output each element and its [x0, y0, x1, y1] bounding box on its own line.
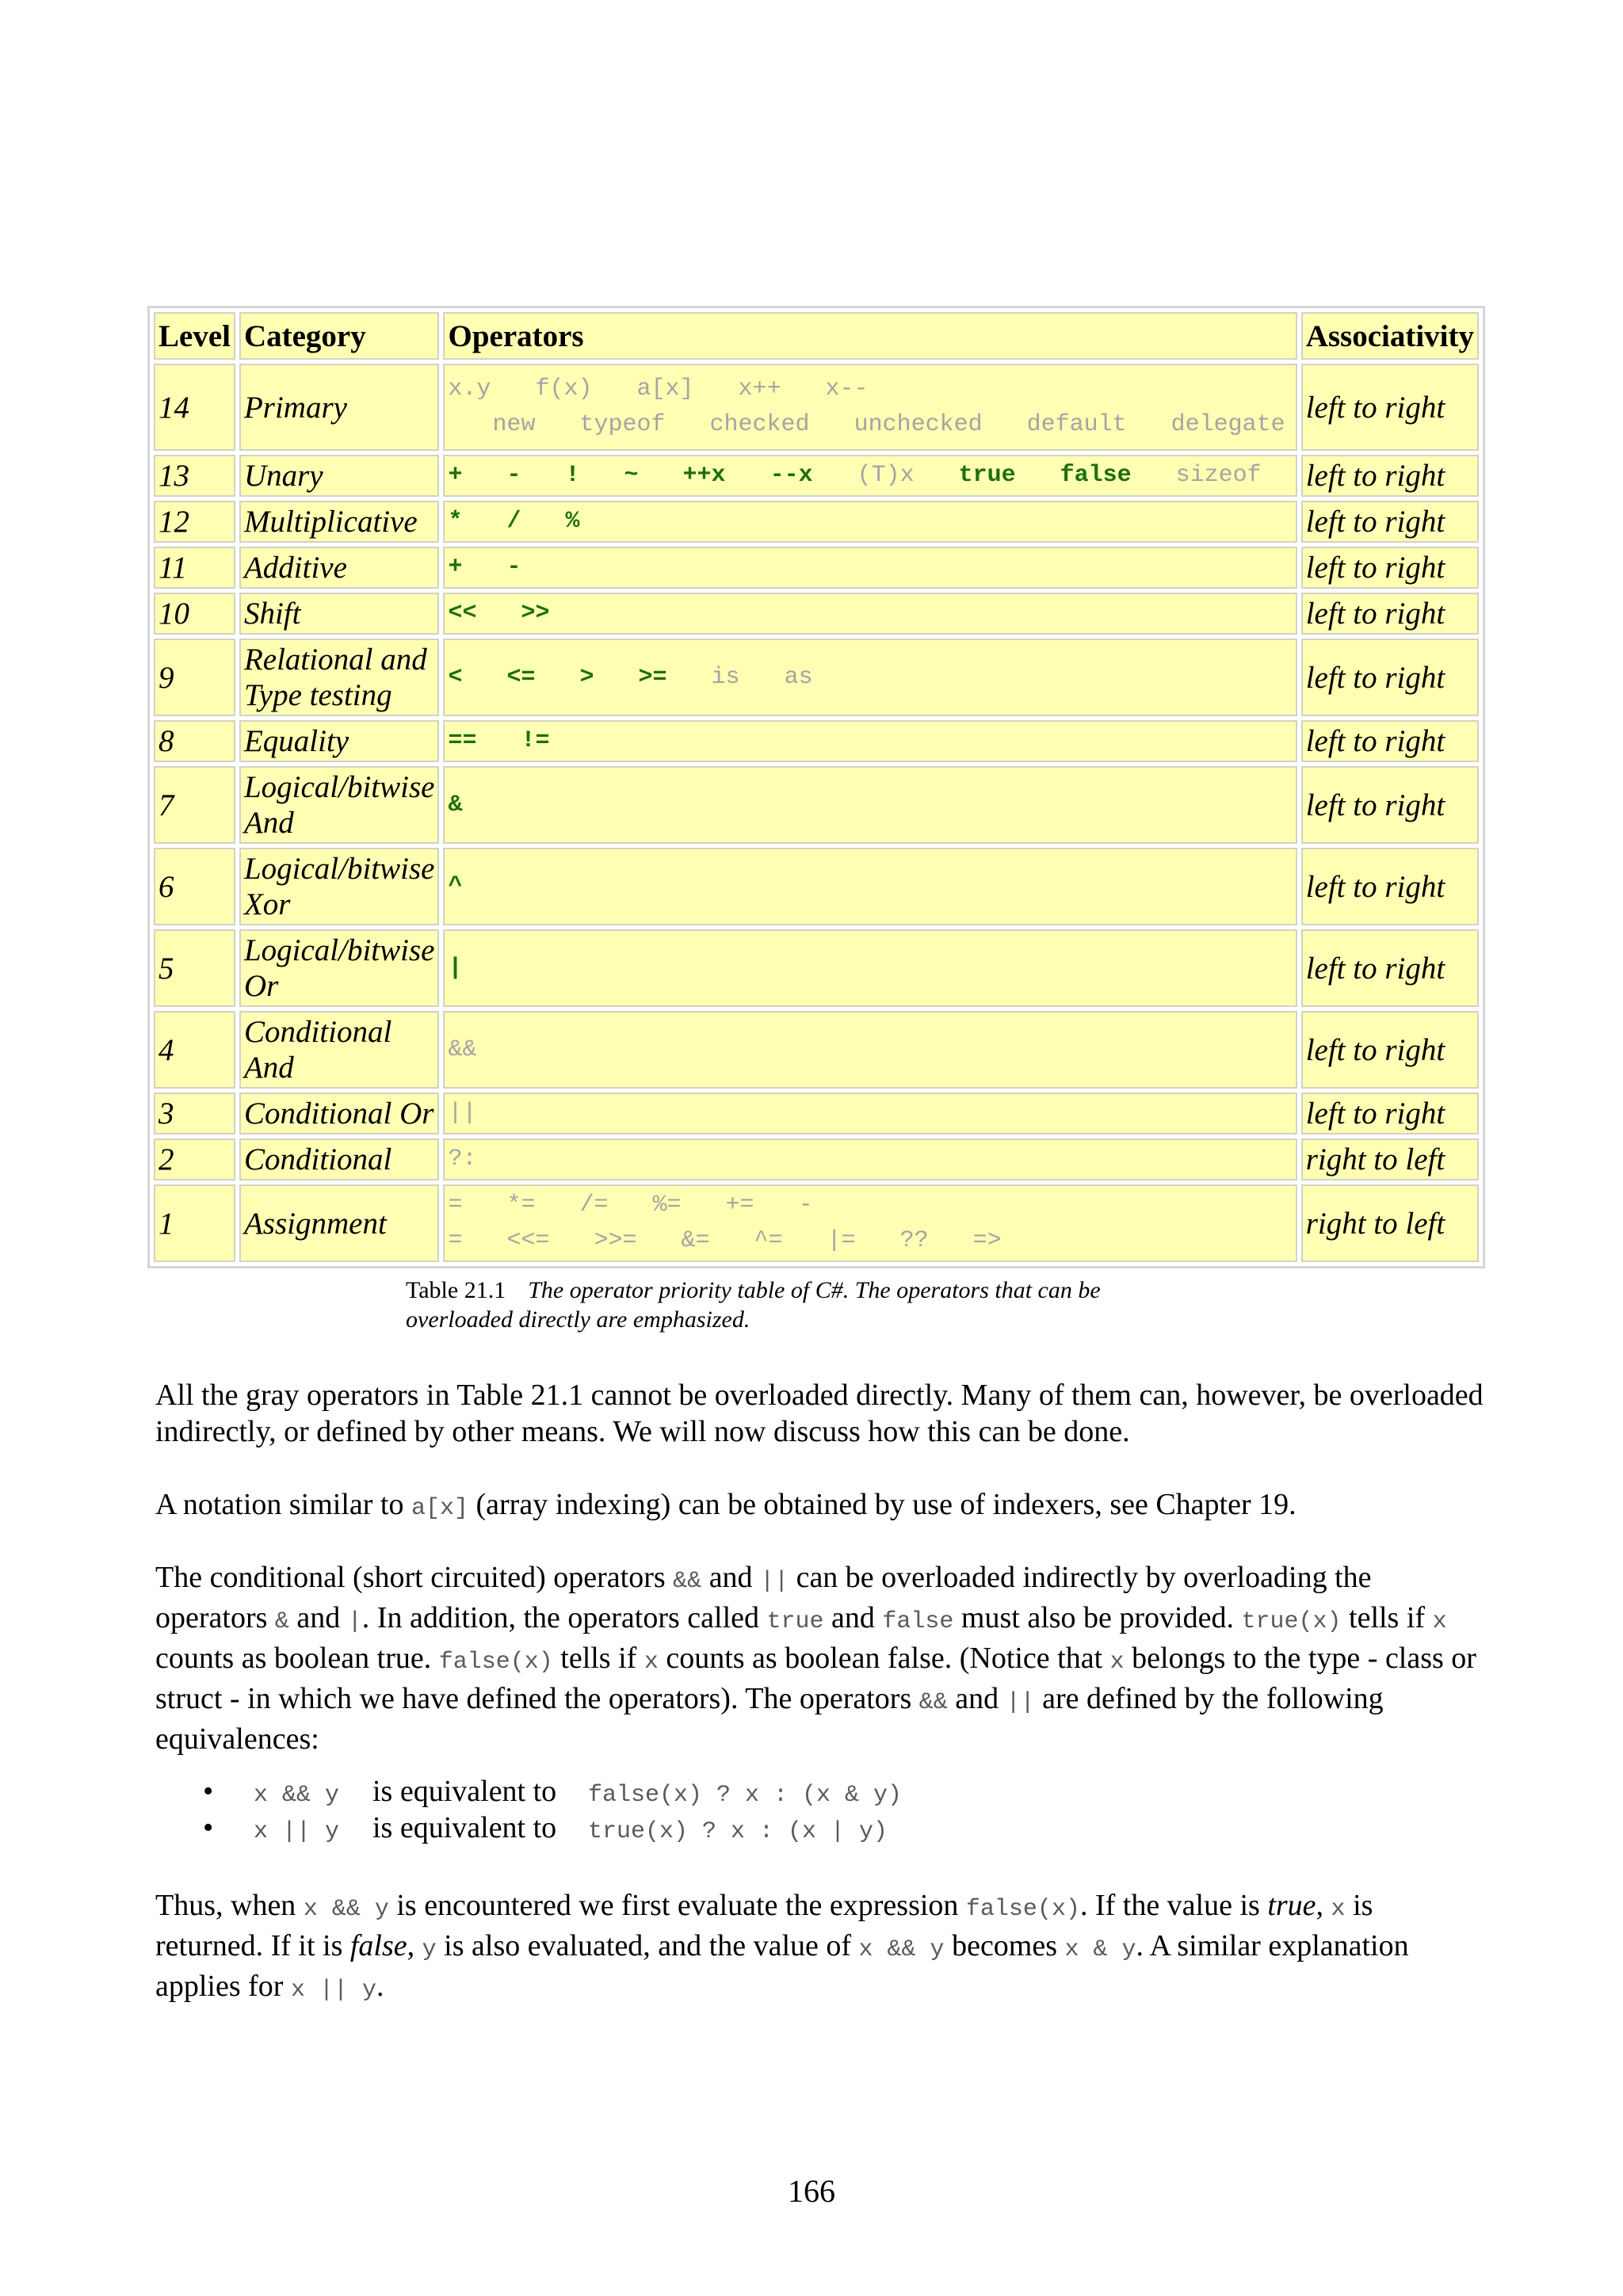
caption-text: The operator priority table of C#. The operators that can be overloaded directly are emphasized.	[406, 1277, 1101, 1333]
associativity-cell: left to right	[1301, 1011, 1479, 1089]
operator: ++x	[682, 462, 726, 489]
operator: &	[448, 791, 463, 818]
associativity-cell: left to right	[1301, 455, 1479, 497]
operator: (T)x	[857, 462, 915, 489]
operator: new	[492, 411, 536, 438]
category-cell: Logical/bitwise Or	[239, 929, 440, 1007]
operators-cell	[443, 1093, 1296, 1135]
text-run: . In addition, the operators called	[361, 1601, 767, 1634]
level-cell: 6	[154, 848, 235, 925]
operator: <=	[506, 663, 536, 691]
level-cell: 8	[154, 720, 235, 762]
operator-priority-table	[147, 306, 1485, 1268]
header-associativity: Associativity	[1301, 312, 1479, 360]
operators-cell	[443, 929, 1296, 1007]
table-row	[154, 1138, 1479, 1180]
operator: -	[798, 1192, 813, 1219]
equivalence-text: is equivalent to	[372, 1775, 557, 1808]
text-run: ,	[1316, 1889, 1331, 1922]
category-cell: Conditional	[239, 1138, 440, 1180]
operator: ||	[448, 1100, 477, 1127]
operator: /=	[579, 1192, 609, 1219]
text-run: is encountered we first evaluate the expression	[388, 1889, 966, 1922]
associativity-cell: left to right	[1301, 364, 1479, 451]
level-cell: 1	[154, 1184, 235, 1262]
operator: x--	[825, 376, 869, 402]
operator: !=	[521, 727, 550, 754]
equivalence-text: is equivalent to	[372, 1811, 557, 1844]
text-run: and	[701, 1561, 761, 1594]
text-run: can be overloaded indirectly by overloading the operators	[155, 1561, 1372, 1634]
italic-word: true	[1267, 1889, 1316, 1922]
category-cell: Conditional Or	[239, 1093, 440, 1135]
operators-cell	[443, 364, 1296, 451]
operator: default	[1026, 411, 1127, 438]
associativity-cell: left to right	[1301, 766, 1479, 844]
operator: f(x)	[535, 376, 593, 402]
operator: &=	[681, 1227, 710, 1254]
operator: -	[506, 554, 521, 581]
inline-code: y	[422, 1936, 437, 1963]
operator: *=	[506, 1192, 536, 1219]
text-run: and	[288, 1601, 348, 1634]
inline-code: &&	[673, 1568, 702, 1595]
inline-code: |	[347, 1608, 362, 1635]
table-row	[154, 501, 1479, 543]
category-cell: Logical/bitwise And	[239, 766, 440, 844]
operators-cell	[443, 1138, 1296, 1180]
operator: --x	[769, 462, 813, 489]
operator: as	[784, 663, 813, 691]
operators-cell	[443, 455, 1296, 497]
equivalence-lhs: x || y	[254, 1818, 340, 1845]
text-run: counts as boolean true.	[155, 1642, 439, 1675]
operator: x++	[738, 376, 781, 402]
operator: typeof	[579, 411, 666, 438]
operator: %	[565, 508, 580, 535]
header-level: Level	[154, 312, 235, 360]
associativity-cell: left to right	[1301, 848, 1479, 925]
text-run: and	[823, 1601, 883, 1634]
operator: <<	[448, 600, 477, 627]
table-caption	[406, 1276, 1167, 1334]
operator: +=	[725, 1192, 754, 1219]
operators-cell	[443, 593, 1296, 635]
operator: true	[958, 462, 1016, 489]
inline-code: x && y	[858, 1936, 945, 1963]
operator: -	[506, 462, 521, 489]
list-item	[203, 1773, 902, 1810]
table-row	[154, 364, 1479, 451]
level-cell: 12	[154, 501, 235, 543]
table-row	[154, 593, 1479, 635]
header-category: Category	[239, 312, 440, 360]
operator: |=	[827, 1227, 856, 1254]
text-run: must also be provided.	[953, 1601, 1242, 1634]
category-cell: Assignment	[239, 1184, 440, 1262]
table-row	[154, 1184, 1479, 1262]
equivalence-list	[203, 1773, 902, 1846]
header-operators: Operators	[443, 312, 1296, 360]
inline-code: &	[274, 1608, 289, 1635]
operator: is	[711, 663, 740, 691]
category-cell: Shift	[239, 593, 440, 635]
operator: ?:	[448, 1146, 477, 1173]
text-run: ,	[407, 1929, 422, 1962]
associativity-cell: left to right	[1301, 501, 1479, 543]
inline-code: x & y	[1064, 1936, 1136, 1963]
inline-code: ||	[1006, 1689, 1035, 1716]
paragraph-evaluation	[155, 1887, 1487, 2008]
table-row	[154, 720, 1479, 762]
operator: delegate	[1170, 411, 1285, 438]
equivalence-lhs: x && y	[254, 1782, 340, 1809]
operator: +	[448, 462, 463, 489]
level-cell: 14	[154, 364, 235, 451]
text-run: counts as boolean false. (Notice that	[658, 1642, 1110, 1675]
category-cell: Primary	[239, 364, 440, 451]
level-cell: 10	[154, 593, 235, 635]
operators-cell	[443, 639, 1296, 716]
inline-code: a[x]	[411, 1495, 468, 1522]
associativity-cell: left to right	[1301, 720, 1479, 762]
inline-code: false	[882, 1608, 954, 1635]
inline-code: true(x)	[1241, 1608, 1342, 1635]
operator: =	[448, 1227, 463, 1254]
operator: false	[1060, 462, 1132, 489]
paragraph-conditional-operators	[155, 1559, 1487, 1757]
text-run: The conditional (short circuited) operators	[155, 1561, 674, 1594]
italic-word: false	[349, 1929, 407, 1962]
category-cell: Unary	[239, 455, 440, 497]
operators-cell	[443, 766, 1296, 844]
operator: =>	[972, 1227, 1002, 1254]
category-cell: Additive	[239, 547, 440, 589]
text-run: . A similar explanation applies for	[155, 1929, 1409, 2003]
caption-number: Table 21.1	[406, 1277, 506, 1303]
operator: checked	[709, 411, 810, 438]
operator: <	[448, 663, 463, 691]
text-run: is returned. If it is	[155, 1889, 1373, 1962]
text-run: is also evaluated, and the value of	[436, 1929, 859, 1962]
inline-code: false(x)	[965, 1896, 1080, 1923]
operator: ??	[899, 1227, 929, 1254]
operator: /	[506, 508, 521, 535]
text-run: Thus, when	[155, 1889, 304, 1922]
inline-code: x	[1331, 1896, 1346, 1923]
text-run: tells if	[1341, 1601, 1433, 1634]
operator: ~	[624, 462, 639, 489]
operators-cell	[443, 848, 1296, 925]
operator: |	[448, 954, 463, 982]
table-row	[154, 455, 1479, 497]
table-row	[154, 848, 1479, 925]
category-cell: Relational and Type testing	[239, 639, 440, 716]
operator: ==	[448, 727, 477, 754]
operator: <<=	[506, 1227, 550, 1254]
table-row	[154, 547, 1479, 589]
inline-code: x && y	[303, 1896, 389, 1923]
table-row	[154, 1011, 1479, 1089]
operators-cell	[443, 1011, 1296, 1089]
category-cell: Equality	[239, 720, 440, 762]
text-run: tells if	[552, 1642, 644, 1675]
table-row	[154, 1093, 1479, 1135]
inline-code: x	[1432, 1608, 1447, 1635]
operator: >>=	[594, 1227, 637, 1254]
associativity-cell: right to left	[1301, 1184, 1479, 1262]
operators-cell	[443, 1184, 1296, 1262]
text-run: . If the value is	[1079, 1889, 1268, 1922]
level-cell: 7	[154, 766, 235, 844]
associativity-cell: left to right	[1301, 929, 1479, 1007]
operator: ^=	[754, 1227, 783, 1254]
operator: %=	[652, 1192, 682, 1219]
category-cell: Multiplicative	[239, 501, 440, 543]
level-cell: 13	[154, 455, 235, 497]
list-item	[203, 1810, 902, 1846]
operators-cell	[443, 501, 1296, 543]
category-cell: Conditional And	[239, 1011, 440, 1089]
operators-cell	[443, 547, 1296, 589]
operator: =	[448, 1192, 463, 1219]
text-run: belongs to the type - class or struct - in which we have defined the operators). The operators	[155, 1642, 1476, 1715]
inline-code: x	[643, 1649, 659, 1676]
operator: &&	[448, 1035, 477, 1063]
operators-cell	[443, 720, 1296, 762]
inline-code: false(x)	[438, 1649, 553, 1676]
operator: >	[579, 663, 594, 691]
text-run: .	[376, 1970, 384, 2003]
level-cell: 3	[154, 1093, 235, 1135]
text-run: and	[947, 1682, 1006, 1715]
operator: x.y	[448, 376, 491, 402]
inline-code: x || y	[290, 1977, 376, 2004]
operator: >>	[521, 600, 550, 627]
inline-code: &&	[918, 1689, 948, 1716]
table-header-row	[154, 312, 1479, 360]
associativity-cell: left to right	[1301, 639, 1479, 716]
level-cell: 9	[154, 639, 235, 716]
operator: >=	[638, 663, 667, 691]
operator: !	[565, 462, 580, 489]
inline-code: true	[766, 1608, 824, 1635]
associativity-cell: right to left	[1301, 1138, 1479, 1180]
equivalence-rhs: false(x) ? x : (x & y)	[588, 1782, 903, 1809]
table-row	[154, 766, 1479, 844]
associativity-cell: left to right	[1301, 1093, 1479, 1135]
text-run: (array indexing) can be obtained by use of indexers, see Chapter 19.	[468, 1488, 1296, 1521]
level-cell: 4	[154, 1011, 235, 1089]
operator: sizeof	[1175, 462, 1262, 489]
paragraph-gray-operators: All the gray operators in Table 21.1 cannot be overloaded directly. Many of them can, however, be overloaded indirectly, or defined by other means. We will now discuss how this can be done.	[155, 1379, 1484, 1448]
text-run: becomes	[944, 1929, 1065, 1962]
category-cell: Logical/bitwise Xor	[239, 848, 440, 925]
operator: *	[448, 508, 463, 535]
inline-code: x	[1109, 1649, 1125, 1676]
text-run: are defined by the following equivalences:	[155, 1682, 1384, 1756]
associativity-cell: left to right	[1301, 547, 1479, 589]
table-row	[154, 929, 1479, 1007]
table-row	[154, 639, 1479, 716]
level-cell: 11	[154, 547, 235, 589]
text-run: A notation similar to	[155, 1488, 411, 1521]
inline-code: ||	[760, 1568, 789, 1595]
page-number: 166	[788, 2173, 835, 2209]
associativity-cell: left to right	[1301, 593, 1479, 635]
level-cell: 2	[154, 1138, 235, 1180]
operator: ^	[448, 872, 463, 900]
operator: a[x]	[636, 376, 694, 402]
equivalence-rhs: true(x) ? x : (x | y)	[588, 1818, 888, 1845]
level-cell: 5	[154, 929, 235, 1007]
operator: unchecked	[854, 411, 983, 438]
paragraph-indexers	[155, 1486, 1487, 1527]
operator: +	[448, 554, 463, 581]
